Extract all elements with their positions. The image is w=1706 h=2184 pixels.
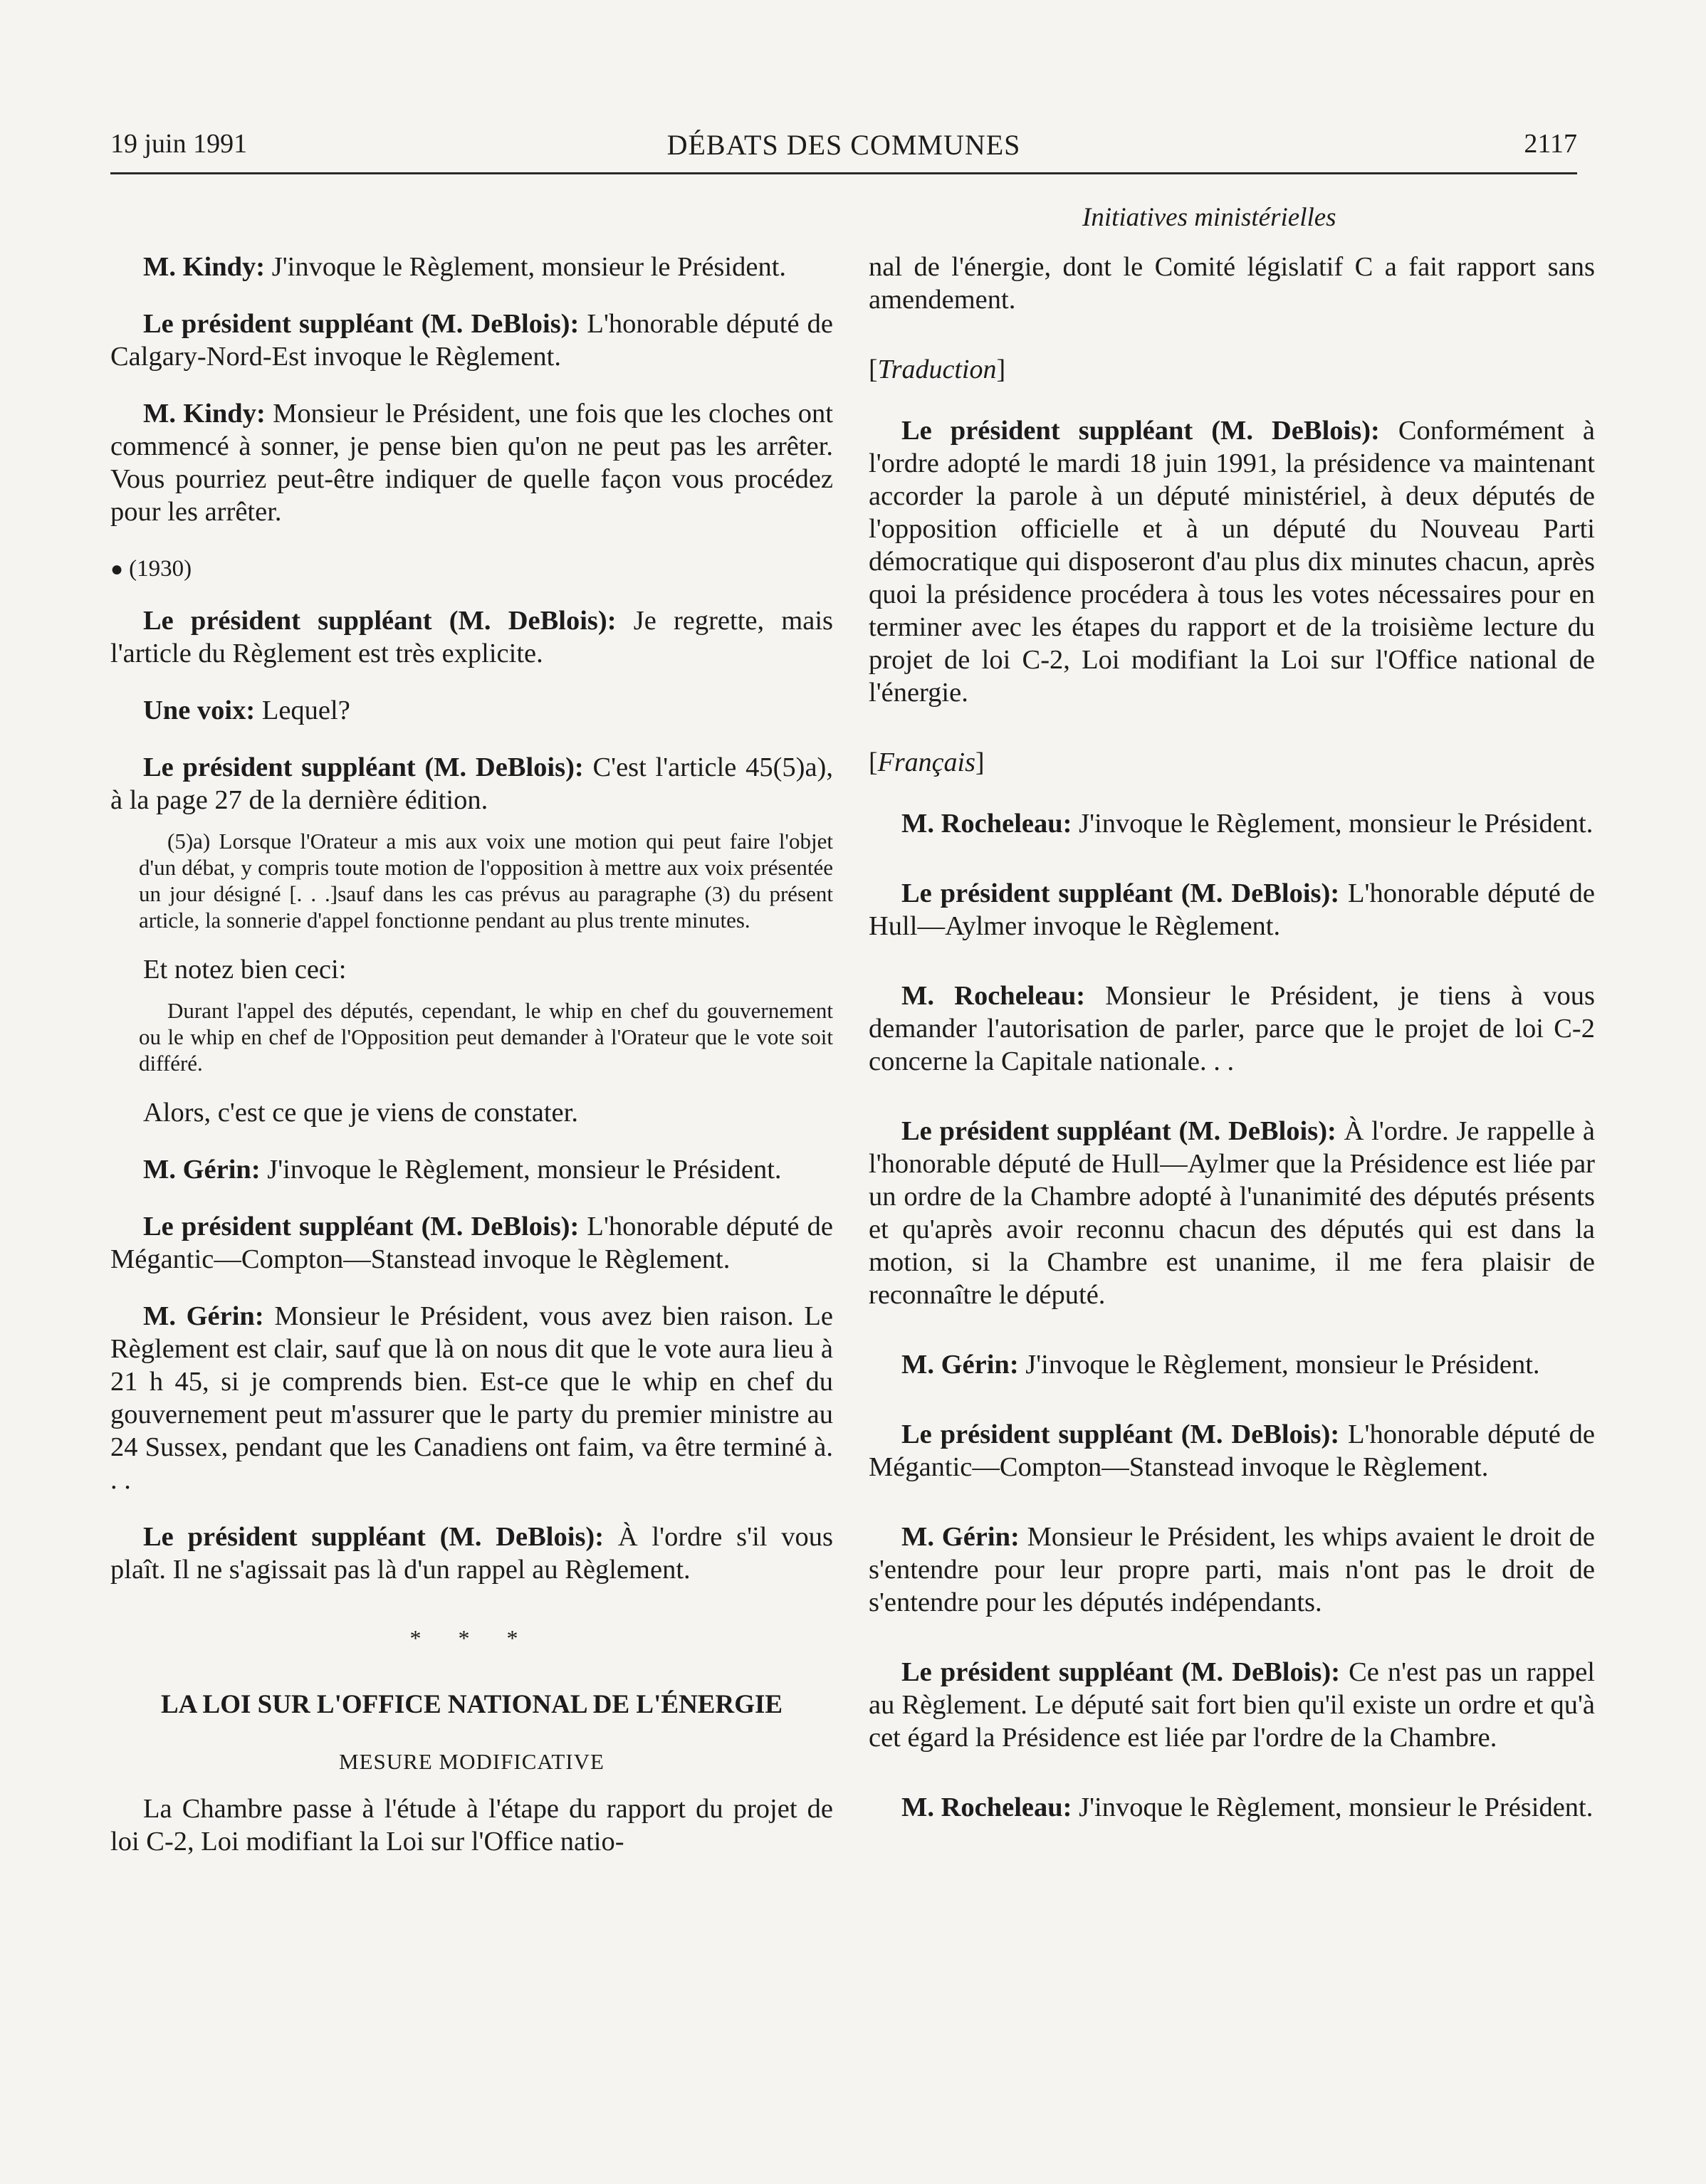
speech-text: L'honorable député de Calgary-Nord-Est invoque le Règlement. bbox=[110, 309, 833, 372]
time-marker bbox=[110, 552, 833, 586]
speech-text: L'honorable député de Mégantic—Compton—Stanstead invoque le Règlement. bbox=[110, 1212, 833, 1274]
speaker-name: Le président suppléant (M. DeBlois): bbox=[143, 1522, 605, 1552]
page-header bbox=[110, 128, 1577, 174]
speaker-name: Le président suppléant (M. DeBlois): bbox=[143, 309, 580, 339]
speech-text: Monsieur le Président, une fois que les cloches ont commencé à sonner, je pense bien qu'on ne peut pas les arrêter. Vous pourriez peut-être indiquer de quelle façon vous procédez pour les arrêter. bbox=[110, 399, 833, 527]
speech-text: Monsieur le Président, vous avez bien raison. Le Règlement est clair, sauf que là on nous dit que le vote aura lieu à 21 h 45, si je comprends bien. Est-ce que le whip en chef du gouvernement peut m'assurer que le party du premier ministre au 24 Sussex, pendant que les Canadiens ont faim, va être terminé à. . . bbox=[110, 1301, 833, 1495]
paragraph bbox=[110, 251, 833, 283]
language-tag: [Français] bbox=[869, 747, 985, 777]
speech-text: Ce n'est pas un rappel au Règlement. Le député sait fort bien qu'il existe un ordre et qu'à cet égard la Présidence est liée par l'ordre de la Chambre. bbox=[869, 1657, 1595, 1753]
speech-text: L'honorable député de Mégantic—Compton—Stanstead invoque le Règlement. bbox=[869, 1419, 1596, 1482]
speech-text: L'honorable député de Hull—Aylmer invoque le Règlement. bbox=[869, 878, 1596, 941]
speaker-name: Le président suppléant (M. DeBlois): bbox=[901, 1116, 1336, 1146]
speaker-name: Une voix: bbox=[143, 695, 256, 725]
section-separator: * * * bbox=[409, 1625, 534, 1651]
section-heading: LA LOI SUR L'OFFICE NATIONAL DE L'ÉNERGIE bbox=[160, 1690, 783, 1719]
paragraph bbox=[110, 1153, 833, 1186]
language-tag-text: Français bbox=[877, 747, 975, 777]
paragraph bbox=[869, 1348, 1595, 1381]
paragraph: Alors, c'est ce que je viens de constater. bbox=[143, 1098, 578, 1128]
right-column bbox=[869, 251, 1595, 1861]
speaker-name: Le président suppléant (M. DeBlois): bbox=[143, 752, 584, 782]
speaker-name: M. Gérin: bbox=[901, 1522, 1020, 1552]
paragraph bbox=[869, 807, 1595, 840]
speech-text: Monsieur le Président, les whips avaient le droit de s'entendre pour leur propre parti, mais n'ont pas le droit de s'entendre pour les députés indépendants. bbox=[869, 1522, 1595, 1617]
paragraph bbox=[110, 694, 833, 727]
paragraph bbox=[869, 1656, 1595, 1754]
paragraph bbox=[110, 308, 833, 373]
paragraph bbox=[869, 877, 1595, 943]
quoted-rule: (5)a) Lorsque l'Orateur a mis aux voix une motion qui peut faire l'objet d'un débat, y compris toute motion de l'opposition à mettre aux voix présentée un jour désigné [. . .]sauf dans les cas prévus au paragraphe (3) du présent article, la sonnerie d'appel fonctionne pendant au plus trente minutes. bbox=[139, 829, 833, 933]
time-marker-text: (1930) bbox=[129, 556, 192, 582]
section-subheading: MESURE MODIFICATIVE bbox=[339, 1749, 605, 1774]
speech-text: Je regrette, mais l'article du Règlement est très explicite. bbox=[110, 606, 834, 668]
paragraph bbox=[869, 1115, 1595, 1311]
paragraph bbox=[110, 397, 833, 528]
paragraph bbox=[869, 1418, 1595, 1484]
paragraph bbox=[110, 751, 833, 817]
speaker-name: Le président suppléant (M. DeBlois): bbox=[901, 1419, 1340, 1449]
speech-text: J'invoque le Règlement, monsieur le Président. bbox=[260, 1155, 782, 1185]
speaker-name: M. Kindy: bbox=[143, 399, 266, 429]
speech-text: À l'ordre s'il vous plaît. Il ne s'agissait pas là d'un rappel au Règlement. bbox=[110, 1522, 833, 1585]
speech-text: Conformément à l'ordre adopté le mardi 18 juin 1991, la présidence va maintenant accorder la parole à un député ministériel, à deux députés de l'opposition officielle et à un député du Nouveau Parti démocratique qui disposeront d'au plus dix minutes chacun, après quoi la présidence procédera à tous les votes nécessaires pour en terminer avec les étapes du rapport et de la troisième lecture du projet de loi C-2, Loi modifiant la Loi sur l'Office national de l'énergie. bbox=[869, 416, 1595, 708]
paragraph: Et notez bien ceci: bbox=[143, 955, 347, 985]
speaker-name: Le président suppléant (M. DeBlois): bbox=[143, 1212, 580, 1241]
speech-text: C'est l'article 45(5)a), à la page 27 de la dernière édition. bbox=[110, 752, 833, 815]
paragraph: La Chambre passe à l'étude à l'étape du rapport du projet de loi C-2, Loi modifiant la Loi sur l'Office natio- bbox=[110, 1794, 833, 1857]
speaker-name: Le président suppléant (M. DeBlois): bbox=[143, 606, 617, 636]
speech-text: J'invoque le Règlement, monsieur le Président. bbox=[1018, 1350, 1540, 1380]
speech-text: J'invoque le Règlement, monsieur le Président. bbox=[1072, 1792, 1594, 1822]
paragraph bbox=[869, 1521, 1595, 1619]
speaker-name: M. Gérin: bbox=[901, 1350, 1019, 1380]
paragraph bbox=[110, 1521, 833, 1586]
paragraph bbox=[110, 1300, 833, 1496]
bullet-icon: ● bbox=[110, 557, 124, 581]
paragraph bbox=[110, 604, 833, 670]
header-date: 19 juin 1991 bbox=[110, 129, 248, 159]
speaker-name: M. Kindy: bbox=[143, 252, 266, 282]
paragraph: nal de l'énergie, dont le Comité législatif C a fait rapport sans amendement. bbox=[869, 252, 1595, 315]
speaker-name: M. Gérin: bbox=[143, 1155, 261, 1185]
speaker-name: M. Rocheleau: bbox=[901, 981, 1086, 1011]
speech-text: J'invoque le Règlement, monsieur le Président. bbox=[265, 252, 787, 282]
language-tag-text: Traduction bbox=[877, 355, 997, 384]
speech-text: À l'ordre. Je rappelle à l'honorable député de Hull—Aylmer que la Présidence est liée par un ordre de la Chambre adopté à l'unanimité des députés présents et qu'après avoir reconnu chacun des députés qui est dans la motion, si la Chambre est unanime, il me fera plaisir de reconnaître le député. bbox=[869, 1116, 1596, 1310]
running-head: Initiatives ministérielles bbox=[1082, 203, 1336, 232]
quoted-rule: Durant l'appel des députés, cependant, le whip en chef du gouvernement ou le whip en chef de l'Opposition peut demander à l'Orateur que le vote soit différé. bbox=[139, 998, 833, 1076]
language-tag: [Traduction] bbox=[869, 355, 1006, 384]
speaker-name: Le président suppléant (M. DeBlois): bbox=[901, 1657, 1341, 1687]
speaker-name: Le président suppléant (M. DeBlois): bbox=[901, 878, 1340, 908]
speech-text: J'invoque le Règlement, monsieur le Président. bbox=[1072, 809, 1594, 839]
speech-text: Lequel? bbox=[255, 695, 350, 725]
speaker-name: M. Gérin: bbox=[143, 1301, 264, 1331]
speech-text: Monsieur le Président, je tiens à vous demander l'autorisation de parler, parce que le projet de loi C-2 concerne la Capitale nationale. . . bbox=[869, 981, 1596, 1076]
paragraph bbox=[869, 1791, 1595, 1824]
paragraph bbox=[110, 1210, 833, 1276]
left-column bbox=[110, 251, 833, 1882]
speaker-name: M. Rocheleau: bbox=[901, 1792, 1072, 1822]
speaker-name: Le président suppléant (M. DeBlois): bbox=[901, 416, 1380, 446]
paragraph bbox=[869, 414, 1595, 709]
paragraph bbox=[869, 980, 1595, 1078]
page-number: 2117 bbox=[1524, 129, 1577, 159]
speaker-name: M. Rocheleau: bbox=[901, 809, 1072, 839]
header-title: DÉBATS DES COMMUNES bbox=[666, 129, 1021, 161]
